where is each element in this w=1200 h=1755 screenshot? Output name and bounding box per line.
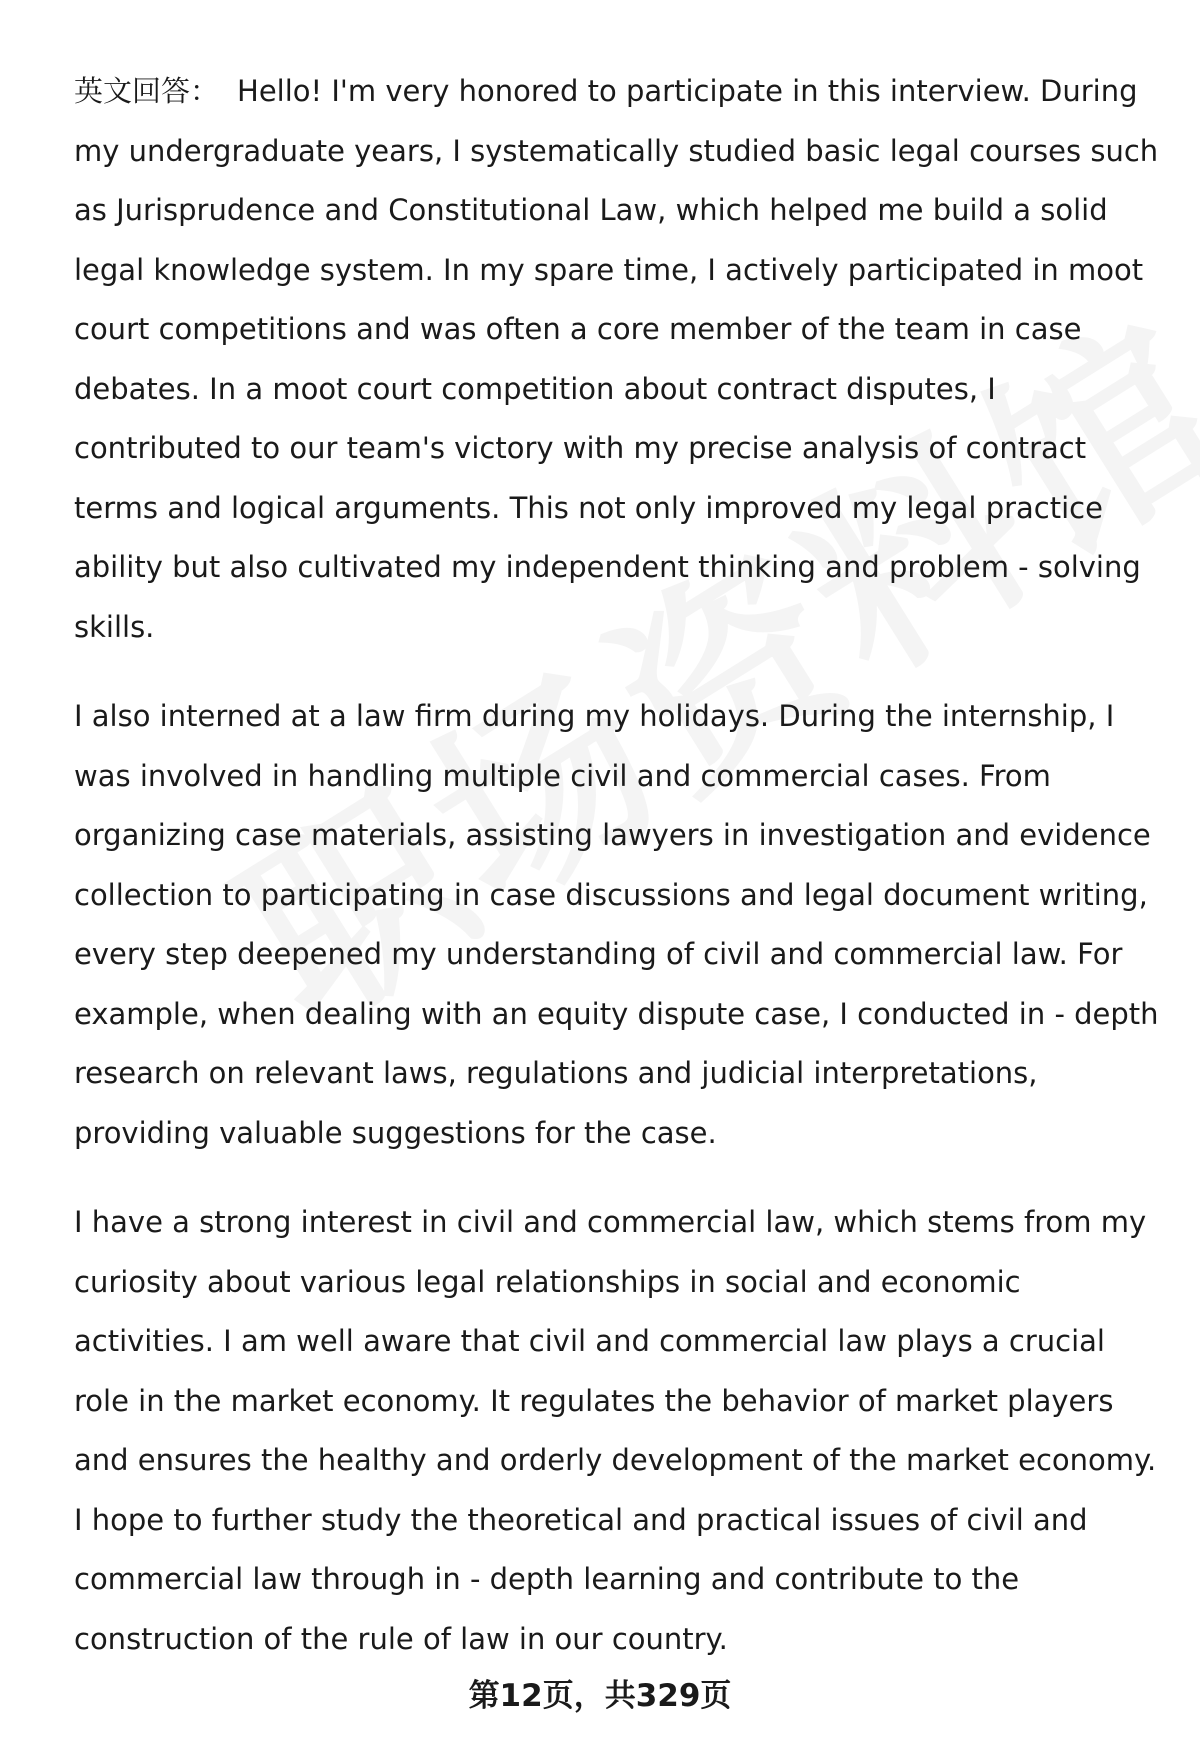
answer-paragraph-1 (74, 62, 1166, 657)
answer-paragraph-1-text: Hello! I'm very honored to participate in this interview. During my undergraduate years, I systematically studied basic legal courses such as Jurisprudence and Constitutional Law, which helped me build a solid legal knowledge system. In my spare time, I actively participated in moot court competitions and was often a core member of the team in case debates. In a moot court competition about contract disputes, I contributed to our team's victory with my precise analysis of contract terms and logical arguments. This not only improved my legal practice ability but also cultivated my independent thinking and problem - solving skills. (74, 74, 1159, 644)
answer-label: 英文回答： (74, 74, 220, 108)
answer-paragraph-2: I also interned at a law firm during my holidays. During the internship, I was involved in handling multiple civil and commercial cases. From organizing case materials, assisting lawyers in investigation and evidence collection to participating in case discussions and legal document writing, every step deepened my understanding of civil and commercial law. For example, when dealing with an equity dispute case, I conducted in - depth research on relevant laws, regulations and judicial interpretations, providing valuable suggestions for the case. (74, 699, 1159, 1150)
answer-paragraph-3: I have a strong interest in civil and commercial law, which stems from my curiosity about various legal relationships in social and economic activities. I am well aware that civil and commercial law plays a crucial role in the market economy. It regulates the behavior of market players and ensures the healthy and orderly development of the market economy. I hope to further study the theoretical and practical issues of civil and commercial law through in - depth learning and contribute to the construction of the rule of law in our country. (74, 1205, 1157, 1656)
page-number: 第12页，共329页 (468, 1678, 732, 1714)
answer-body (74, 62, 1166, 1699)
